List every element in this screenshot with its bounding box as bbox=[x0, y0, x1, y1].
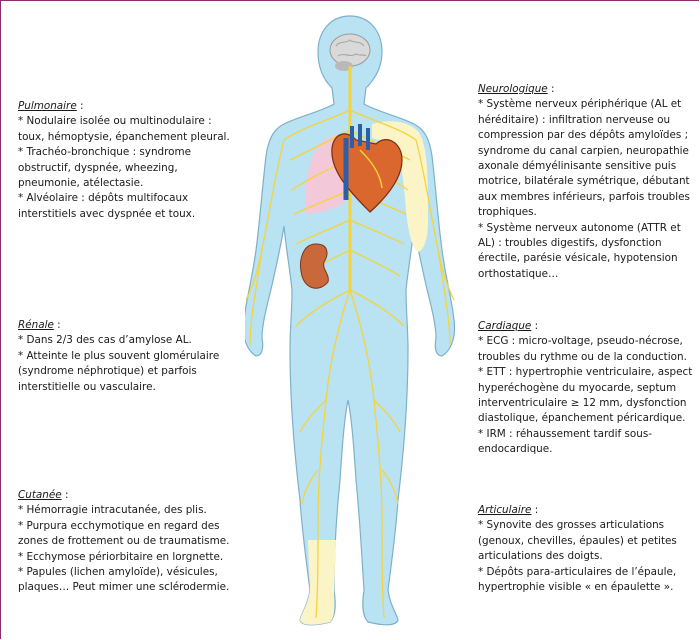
neurologique-heading: Neurologique : bbox=[478, 83, 555, 95]
cardiaque-line: diastolique, épanchement péricardique. bbox=[478, 412, 686, 425]
neurologique-line: compression par des dépôts amyloïdes ; bbox=[478, 129, 689, 142]
renale-line: * Atteinte le plus souvent glomérulaire bbox=[18, 349, 220, 362]
renale-line: * Dans 2/3 des cas d’amylose AL. bbox=[18, 334, 192, 347]
pulmonaire-line: interstitiels avec dyspnée et toux. bbox=[18, 207, 196, 220]
neurologique-block bbox=[478, 82, 693, 282]
kidney bbox=[301, 244, 329, 288]
pulmonaire-block bbox=[18, 99, 248, 222]
cutanee-line: * Purpura ecchymotique en regard des bbox=[18, 519, 220, 532]
neurologique-line: * Système nerveux périphérique (AL et bbox=[478, 98, 682, 111]
articulaire-title: Articulaire bbox=[478, 504, 532, 516]
neurologique-line: * Système nerveux autonome (ATTR et bbox=[478, 221, 681, 234]
articulaire-line: articulations des doigts. bbox=[478, 550, 603, 563]
cutanee-line: * Hémorragie intracutanée, des plis. bbox=[18, 504, 207, 517]
human-body-figure bbox=[245, 0, 455, 640]
renale-block bbox=[18, 318, 248, 395]
articulaire-line: * Synovite des grosses articulations bbox=[478, 519, 665, 532]
articulaire-line: hypertrophie visible « en épaulette ». bbox=[478, 581, 674, 594]
renale-heading: Rénale : bbox=[18, 319, 61, 331]
pulmonaire-line: * Alvéolaire : dépôts multifocaux bbox=[18, 192, 189, 205]
neurologique-line: héréditaire) : infiltration nerveuse ou bbox=[478, 113, 671, 126]
cardiaque-line: endocardique. bbox=[478, 443, 553, 456]
cutanee-line: * Papules (lichen amyloïde), vésicules, bbox=[18, 566, 218, 579]
pulmonaire-title: Pulmonaire bbox=[18, 100, 77, 112]
neurologique-title: Neurologique bbox=[478, 83, 548, 95]
pulmonaire-line: * Nodulaire isolée ou multinodulaire : bbox=[18, 115, 212, 128]
cardiaque-title: Cardiaque bbox=[478, 320, 532, 332]
cutanee-line: zones de frottement ou de traumatisme. bbox=[18, 535, 230, 548]
neurologique-line: AL) : troubles digestifs, dysfonction bbox=[478, 237, 662, 250]
articulaire-line: (genoux, chevilles, épaules) et petites bbox=[478, 534, 677, 547]
renale-line: (syndrome néphrotique) et parfois bbox=[18, 365, 197, 378]
articulaire-block bbox=[478, 503, 693, 595]
cardiaque-line: hyperéchogène du myocarde, septum bbox=[478, 381, 677, 394]
cutanee-heading: Cutanée : bbox=[18, 489, 69, 501]
pulmonaire-line: * Trachéo-bronchique : syndrome bbox=[18, 146, 192, 159]
cardiaque-line: * IRM : réhaussement tardif sous- bbox=[478, 427, 653, 440]
cardiaque-line: * ECG : micro-voltage, pseudo-nécrose, bbox=[478, 335, 683, 348]
cardiaque-block bbox=[478, 319, 693, 458]
pulmonaire-line: pneumonie, atélectasie. bbox=[18, 177, 144, 190]
neurologique-line: syndrome du canal carpien, neuropathie bbox=[478, 144, 689, 157]
neurologique-line: orthostatique… bbox=[478, 267, 559, 280]
cardiaque-line: troubles du rythme ou de la conduction. bbox=[478, 350, 687, 363]
cardiaque-line: interventriculaire ≥ 12 mm, dysfonction bbox=[478, 397, 687, 410]
renale-title: Rénale bbox=[18, 319, 54, 331]
pulmonaire-line: obstructif, dyspnée, wheezing, bbox=[18, 161, 178, 174]
cardiaque-heading: Cardiaque : bbox=[478, 320, 539, 332]
cutanee-line: plaques… Peut mimer une sclérodermie. bbox=[18, 581, 230, 594]
articulaire-line: * Dépôts para-articulaires de l’épaule, bbox=[478, 565, 677, 578]
cardiaque-line: * ETT : hypertrophie ventriculaire, aspect bbox=[478, 366, 693, 379]
pulmonaire-heading: Pulmonaire : bbox=[18, 100, 84, 112]
renale-line: interstitielle ou vasculaire. bbox=[18, 380, 156, 393]
pulmonaire-line: toux, hémoptysie, épanchement pleural. bbox=[18, 130, 230, 143]
cutanee-block bbox=[18, 488, 253, 596]
neurologique-line: érectile, parésie vésicale, hypotension bbox=[478, 252, 678, 265]
neurologique-line: motrice, bilatérale symétrique, débutant bbox=[478, 175, 690, 188]
articulaire-heading: Articulaire : bbox=[478, 504, 539, 516]
neurologique-line: trophiques. bbox=[478, 206, 537, 219]
cutanee-title: Cutanée bbox=[18, 489, 62, 501]
cutanee-line: * Ecchymose périorbitaire en lorgnette. bbox=[18, 550, 224, 563]
neurologique-line: aux membres inférieurs, parfois troubles bbox=[478, 190, 690, 203]
neurologique-line: axonale démyélinisante sensitive puis bbox=[478, 160, 677, 173]
